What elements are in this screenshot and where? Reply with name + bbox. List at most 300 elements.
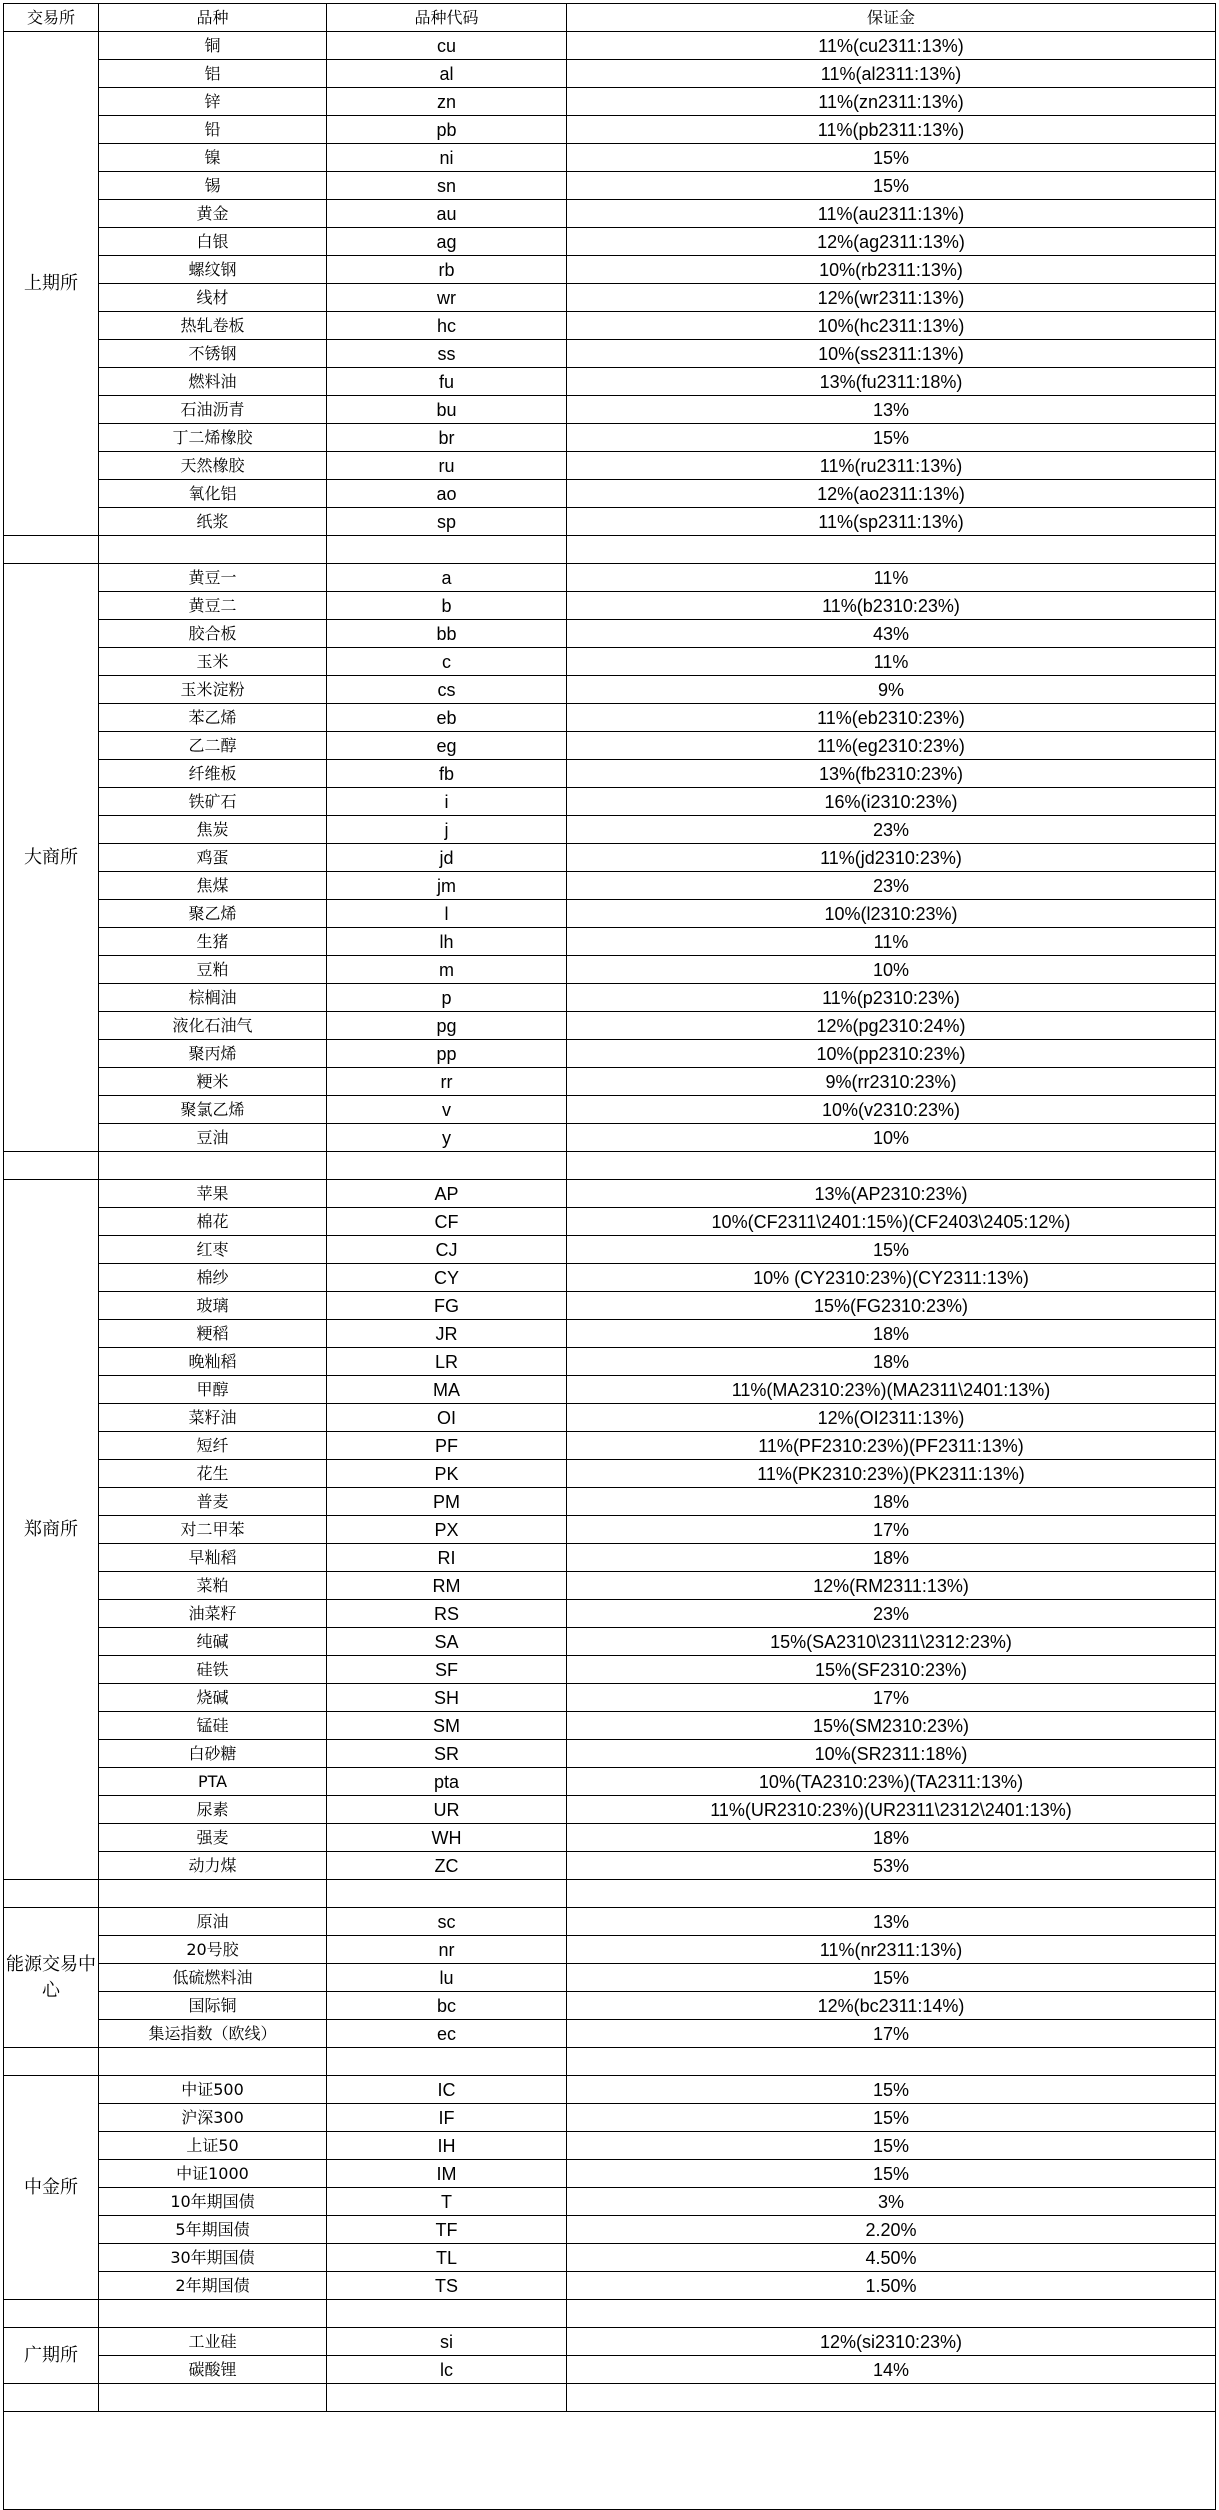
header-row	[4, 4, 1216, 32]
margin-cell: 18%	[567, 1320, 1216, 1348]
code-cell: UR	[327, 1796, 567, 1824]
empty-cell	[4, 2048, 99, 2076]
code-cell: IH	[327, 2132, 567, 2160]
variety-cell: 锡	[99, 172, 327, 200]
margin-cell: 4.50%	[567, 2244, 1216, 2272]
table-row	[4, 1712, 1216, 1740]
code-cell: lh	[327, 928, 567, 956]
margin-cell: 9%(rr2310:23%)	[567, 1068, 1216, 1096]
variety-cell: 动力煤	[99, 1852, 327, 1880]
margin-cell: 17%	[567, 2020, 1216, 2048]
table-row	[4, 1040, 1216, 1068]
variety-cell: 20号胶	[99, 1936, 327, 1964]
variety-cell: 玉米	[99, 648, 327, 676]
table-row	[4, 676, 1216, 704]
code-cell: eb	[327, 704, 567, 732]
margin-cell: 13%(AP2310:23%)	[567, 1180, 1216, 1208]
empty-cell	[567, 1880, 1216, 1908]
table-row	[4, 424, 1216, 452]
exchange-cell: 中金所	[4, 2076, 99, 2300]
code-cell: WH	[327, 1824, 567, 1852]
separator-row	[4, 2300, 1216, 2328]
variety-cell: 燃料油	[99, 368, 327, 396]
variety-cell: 铅	[99, 116, 327, 144]
variety-cell: 液化石油气	[99, 1012, 327, 1040]
code-cell: cs	[327, 676, 567, 704]
table-row	[4, 256, 1216, 284]
table-row	[4, 60, 1216, 88]
table-row	[4, 1488, 1216, 1516]
margin-cell: 23%	[567, 816, 1216, 844]
margin-cell: 11%(sp2311:13%)	[567, 508, 1216, 536]
margin-cell: 53%	[567, 1852, 1216, 1880]
margin-cell: 11%(eb2310:23%)	[567, 704, 1216, 732]
variety-cell: 铜	[99, 32, 327, 60]
margin-cell: 12%(ag2311:13%)	[567, 228, 1216, 256]
empty-cell	[567, 1152, 1216, 1180]
empty-cell	[99, 2384, 327, 2412]
code-cell: TS	[327, 2272, 567, 2300]
variety-cell: 白砂糖	[99, 1740, 327, 1768]
variety-cell: 硅铁	[99, 1656, 327, 1684]
margin-cell: 10%(CF2311\2401:15%)(CF2403\2405:12%)	[567, 1208, 1216, 1236]
code-cell: m	[327, 956, 567, 984]
table-row	[4, 1852, 1216, 1880]
margin-cell: 11%(jd2310:23%)	[567, 844, 1216, 872]
table-row	[4, 2328, 1216, 2356]
table-row	[4, 340, 1216, 368]
margin-cell: 12%(RM2311:13%)	[567, 1572, 1216, 1600]
margin-cell: 11%	[567, 564, 1216, 592]
margin-cell: 18%	[567, 1488, 1216, 1516]
margin-table-sheet	[3, 3, 1216, 2510]
code-cell: hc	[327, 312, 567, 340]
variety-cell: 对二甲苯	[99, 1516, 327, 1544]
margin-cell: 15%(FG2310:23%)	[567, 1292, 1216, 1320]
variety-cell: 黄豆二	[99, 592, 327, 620]
empty-cell	[567, 2384, 1216, 2412]
code-cell: al	[327, 60, 567, 88]
variety-cell: 热轧卷板	[99, 312, 327, 340]
variety-cell: 螺纹钢	[99, 256, 327, 284]
variety-cell: 尿素	[99, 1796, 327, 1824]
margin-cell: 17%	[567, 1684, 1216, 1712]
margin-cell: 12%(wr2311:13%)	[567, 284, 1216, 312]
table-row	[4, 592, 1216, 620]
margin-cell: 18%	[567, 1544, 1216, 1572]
table-row	[4, 88, 1216, 116]
table-row	[4, 368, 1216, 396]
table-row	[4, 1460, 1216, 1488]
code-cell: CJ	[327, 1236, 567, 1264]
margin-cell: 18%	[567, 1824, 1216, 1852]
code-cell: rb	[327, 256, 567, 284]
code-cell: SH	[327, 1684, 567, 1712]
code-cell: ss	[327, 340, 567, 368]
margin-cell: 10%(TA2310:23%)(TA2311:13%)	[567, 1768, 1216, 1796]
margin-cell: 10%(l2310:23%)	[567, 900, 1216, 928]
code-cell: i	[327, 788, 567, 816]
table-row	[4, 704, 1216, 732]
table-row	[4, 956, 1216, 984]
variety-cell: 铁矿石	[99, 788, 327, 816]
margin-cell: 11%(MA2310:23%)(MA2311\2401:13%)	[567, 1376, 1216, 1404]
code-cell: ag	[327, 228, 567, 256]
code-cell: bu	[327, 396, 567, 424]
variety-cell: 焦煤	[99, 872, 327, 900]
code-cell: IC	[327, 2076, 567, 2104]
margin-cell: 10%(SR2311:18%)	[567, 1740, 1216, 1768]
margin-cell: 13%	[567, 1908, 1216, 1936]
empty-cell	[99, 1152, 327, 1180]
code-cell: si	[327, 2328, 567, 2356]
header-code: 品种代码	[327, 4, 567, 32]
code-cell: JR	[327, 1320, 567, 1348]
table-row	[4, 1124, 1216, 1152]
variety-cell: 纸浆	[99, 508, 327, 536]
margin-cell: 11%(ru2311:13%)	[567, 452, 1216, 480]
variety-cell: 中证1000	[99, 2160, 327, 2188]
margin-cell: 11%(UR2310:23%)(UR2311\2312\2401:13%)	[567, 1796, 1216, 1824]
table-row	[4, 648, 1216, 676]
variety-cell: 棉纱	[99, 1264, 327, 1292]
margin-cell: 11%(nr2311:13%)	[567, 1936, 1216, 1964]
table-row	[4, 1348, 1216, 1376]
margin-cell: 10%(v2310:23%)	[567, 1096, 1216, 1124]
table-row	[4, 1516, 1216, 1544]
margin-cell: 11%(eg2310:23%)	[567, 732, 1216, 760]
margin-cell: 15%(SM2310:23%)	[567, 1712, 1216, 1740]
variety-cell: 粳米	[99, 1068, 327, 1096]
table-row	[4, 2020, 1216, 2048]
code-cell: b	[327, 592, 567, 620]
table-row	[4, 1068, 1216, 1096]
empty-cell	[4, 1152, 99, 1180]
table-row	[4, 1572, 1216, 1600]
margin-cell: 10% (CY2310:23%)(CY2311:13%)	[567, 1264, 1216, 1292]
code-cell: T	[327, 2188, 567, 2216]
table-row	[4, 620, 1216, 648]
code-cell: CF	[327, 1208, 567, 1236]
margin-cell: 15%	[567, 2076, 1216, 2104]
variety-cell: 碳酸锂	[99, 2356, 327, 2384]
table-row	[4, 1796, 1216, 1824]
variety-cell: 苯乙烯	[99, 704, 327, 732]
variety-cell: 红枣	[99, 1236, 327, 1264]
margin-cell: 11%(au2311:13%)	[567, 200, 1216, 228]
table-row	[4, 1264, 1216, 1292]
code-cell: br	[327, 424, 567, 452]
table-row	[4, 452, 1216, 480]
code-cell: wr	[327, 284, 567, 312]
variety-cell: 早籼稻	[99, 1544, 327, 1572]
code-cell: l	[327, 900, 567, 928]
margin-cell: 10%	[567, 956, 1216, 984]
variety-cell: 10年期国债	[99, 2188, 327, 2216]
variety-cell: 白银	[99, 228, 327, 256]
margin-cell: 10%	[567, 1124, 1216, 1152]
code-cell: y	[327, 1124, 567, 1152]
empty-cell	[99, 2048, 327, 2076]
table-row	[4, 1376, 1216, 1404]
variety-cell: 棉花	[99, 1208, 327, 1236]
code-cell: CY	[327, 1264, 567, 1292]
variety-cell: 油菜籽	[99, 1600, 327, 1628]
margin-cell: 15%	[567, 1236, 1216, 1264]
code-cell: TF	[327, 2216, 567, 2244]
variety-cell: 菜粕	[99, 1572, 327, 1600]
code-cell: SA	[327, 1628, 567, 1656]
variety-cell: 甲醇	[99, 1376, 327, 1404]
margin-cell: 15%	[567, 2160, 1216, 2188]
table-row	[4, 2216, 1216, 2244]
margin-cell: 23%	[567, 1600, 1216, 1628]
margin-cell: 11%	[567, 928, 1216, 956]
table-row	[4, 1740, 1216, 1768]
separator-row	[4, 1152, 1216, 1180]
margin-cell: 10%(hc2311:13%)	[567, 312, 1216, 340]
code-cell: rr	[327, 1068, 567, 1096]
table-row	[4, 760, 1216, 788]
table-row	[4, 1628, 1216, 1656]
empty-cell	[327, 2048, 567, 2076]
header-exchange: 交易所	[4, 4, 99, 32]
variety-cell: 棕榈油	[99, 984, 327, 1012]
variety-cell: 黄豆一	[99, 564, 327, 592]
variety-cell: 氧化铝	[99, 480, 327, 508]
variety-cell: 集运指数（欧线）	[99, 2020, 327, 2048]
table-row	[4, 788, 1216, 816]
table-row	[4, 816, 1216, 844]
code-cell: nr	[327, 1936, 567, 1964]
margin-cell: 17%	[567, 1516, 1216, 1544]
margin-cell: 1.50%	[567, 2272, 1216, 2300]
code-cell: eg	[327, 732, 567, 760]
margin-cell: 15%	[567, 2132, 1216, 2160]
margin-cell: 15%	[567, 424, 1216, 452]
table-row	[4, 564, 1216, 592]
variety-cell: 生猪	[99, 928, 327, 956]
code-cell: bb	[327, 620, 567, 648]
margin-cell: 2.20%	[567, 2216, 1216, 2244]
variety-cell: 苹果	[99, 1180, 327, 1208]
table-row	[4, 1768, 1216, 1796]
code-cell: ao	[327, 480, 567, 508]
table-row	[4, 1964, 1216, 1992]
variety-cell: 2年期国债	[99, 2272, 327, 2300]
table-row	[4, 2160, 1216, 2188]
table-row	[4, 1208, 1216, 1236]
margin-cell: 13%(fb2310:23%)	[567, 760, 1216, 788]
code-cell: c	[327, 648, 567, 676]
code-cell: OI	[327, 1404, 567, 1432]
table-row	[4, 1936, 1216, 1964]
variety-cell: 沪深300	[99, 2104, 327, 2132]
empty-cell	[4, 536, 99, 564]
code-cell: SF	[327, 1656, 567, 1684]
code-cell: MA	[327, 1376, 567, 1404]
code-cell: pta	[327, 1768, 567, 1796]
margin-cell: 15%	[567, 144, 1216, 172]
margin-cell: 23%	[567, 872, 1216, 900]
code-cell: fu	[327, 368, 567, 396]
margin-cell: 11%(cu2311:13%)	[567, 32, 1216, 60]
empty-cell	[4, 2384, 99, 2412]
margin-cell: 11%(PK2310:23%)(PK2311:13%)	[567, 1460, 1216, 1488]
variety-cell: 花生	[99, 1460, 327, 1488]
variety-cell: 玻璃	[99, 1292, 327, 1320]
table-row	[4, 1656, 1216, 1684]
table-row	[4, 1404, 1216, 1432]
variety-cell: 强麦	[99, 1824, 327, 1852]
code-cell: sp	[327, 508, 567, 536]
empty-cell	[327, 536, 567, 564]
exchange-cell: 广期所	[4, 2328, 99, 2384]
margin-cell: 10%(pp2310:23%)	[567, 1040, 1216, 1068]
margin-cell: 15%(SA2310\2311\2312:23%)	[567, 1628, 1216, 1656]
code-cell: bc	[327, 1992, 567, 2020]
separator-row	[4, 536, 1216, 564]
table-row	[4, 900, 1216, 928]
variety-cell: 丁二烯橡胶	[99, 424, 327, 452]
code-cell: ru	[327, 452, 567, 480]
margin-cell: 11%(pb2311:13%)	[567, 116, 1216, 144]
code-cell: PF	[327, 1432, 567, 1460]
code-cell: lc	[327, 2356, 567, 2384]
variety-cell: 鸡蛋	[99, 844, 327, 872]
code-cell: au	[327, 200, 567, 228]
table-row	[4, 928, 1216, 956]
table-row	[4, 872, 1216, 900]
table-row	[4, 1824, 1216, 1852]
code-cell: jm	[327, 872, 567, 900]
variety-cell: 线材	[99, 284, 327, 312]
code-cell: pg	[327, 1012, 567, 1040]
table-row	[4, 844, 1216, 872]
code-cell: SR	[327, 1740, 567, 1768]
variety-cell: 豆粕	[99, 956, 327, 984]
variety-cell: 不锈钢	[99, 340, 327, 368]
table-row	[4, 2076, 1216, 2104]
variety-cell: 纤维板	[99, 760, 327, 788]
table-row	[4, 2132, 1216, 2160]
margin-cell: 15%	[567, 2104, 1216, 2132]
margin-cell: 9%	[567, 676, 1216, 704]
exchange-cell: 大商所	[4, 564, 99, 1152]
margin-cell: 12%(pg2310:24%)	[567, 1012, 1216, 1040]
margin-cell: 14%	[567, 2356, 1216, 2384]
table-row	[4, 508, 1216, 536]
table-row	[4, 1684, 1216, 1712]
table-row	[4, 1600, 1216, 1628]
separator-row	[4, 2384, 1216, 2412]
margin-cell: 10%(ss2311:13%)	[567, 340, 1216, 368]
variety-cell: 乙二醇	[99, 732, 327, 760]
table-row	[4, 1908, 1216, 1936]
table-row	[4, 1292, 1216, 1320]
margin-table	[3, 3, 1216, 2510]
margin-cell: 11%	[567, 648, 1216, 676]
variety-cell: 胶合板	[99, 620, 327, 648]
variety-cell: 粳稻	[99, 1320, 327, 1348]
code-cell: cu	[327, 32, 567, 60]
margin-cell: 13%(fu2311:18%)	[567, 368, 1216, 396]
margin-cell: 12%(si2310:23%)	[567, 2328, 1216, 2356]
table-row	[4, 2244, 1216, 2272]
variety-cell: 天然橡胶	[99, 452, 327, 480]
empty-cell	[327, 1880, 567, 1908]
table-row	[4, 32, 1216, 60]
table-row	[4, 172, 1216, 200]
table-row	[4, 284, 1216, 312]
empty-cell	[327, 2384, 567, 2412]
margin-cell: 15%	[567, 1964, 1216, 1992]
code-cell: ni	[327, 144, 567, 172]
variety-cell: 烧碱	[99, 1684, 327, 1712]
variety-cell: 铝	[99, 60, 327, 88]
table-row	[4, 1180, 1216, 1208]
table-row	[4, 732, 1216, 760]
variety-cell: 聚丙烯	[99, 1040, 327, 1068]
code-cell: RI	[327, 1544, 567, 1572]
margin-cell: 11%(zn2311:13%)	[567, 88, 1216, 116]
variety-cell: 晚籼稻	[99, 1348, 327, 1376]
variety-cell: 聚乙烯	[99, 900, 327, 928]
exchange-cell: 上期所	[4, 32, 99, 536]
variety-cell: 中证500	[99, 2076, 327, 2104]
margin-cell: 10%(rb2311:13%)	[567, 256, 1216, 284]
code-cell: lu	[327, 1964, 567, 1992]
empty-cell	[4, 2300, 99, 2328]
empty-cell	[567, 2300, 1216, 2328]
table-row	[4, 200, 1216, 228]
table-row	[4, 2272, 1216, 2300]
table-row	[4, 2188, 1216, 2216]
header-margin: 保证金	[567, 4, 1216, 32]
margin-cell: 11%(PF2310:23%)(PF2311:13%)	[567, 1432, 1216, 1460]
empty-cell	[567, 2048, 1216, 2076]
margin-cell: 11%(p2310:23%)	[567, 984, 1216, 1012]
variety-cell: 菜籽油	[99, 1404, 327, 1432]
table-row	[4, 396, 1216, 424]
variety-cell: 锰硅	[99, 1712, 327, 1740]
empty-cell	[4, 1880, 99, 1908]
margin-cell: 12%(ao2311:13%)	[567, 480, 1216, 508]
table-row	[4, 228, 1216, 256]
variety-cell: 原油	[99, 1908, 327, 1936]
margin-cell: 12%(bc2311:14%)	[567, 1992, 1216, 2020]
code-cell: SM	[327, 1712, 567, 1740]
table-row	[4, 984, 1216, 1012]
code-cell: pp	[327, 1040, 567, 1068]
variety-cell: 普麦	[99, 1488, 327, 1516]
code-cell: ZC	[327, 1852, 567, 1880]
table-row	[4, 1544, 1216, 1572]
code-cell: IM	[327, 2160, 567, 2188]
table-row	[4, 312, 1216, 340]
variety-cell: 锌	[99, 88, 327, 116]
margin-cell: 15%	[567, 172, 1216, 200]
margin-cell: 18%	[567, 1348, 1216, 1376]
header-variety: 品种	[99, 4, 327, 32]
empty-cell	[567, 536, 1216, 564]
variety-cell: 豆油	[99, 1124, 327, 1152]
empty-cell	[99, 2300, 327, 2328]
empty-cell	[327, 2300, 567, 2328]
code-cell: j	[327, 816, 567, 844]
variety-cell: 低硫燃料油	[99, 1964, 327, 1992]
variety-cell: 纯碱	[99, 1628, 327, 1656]
